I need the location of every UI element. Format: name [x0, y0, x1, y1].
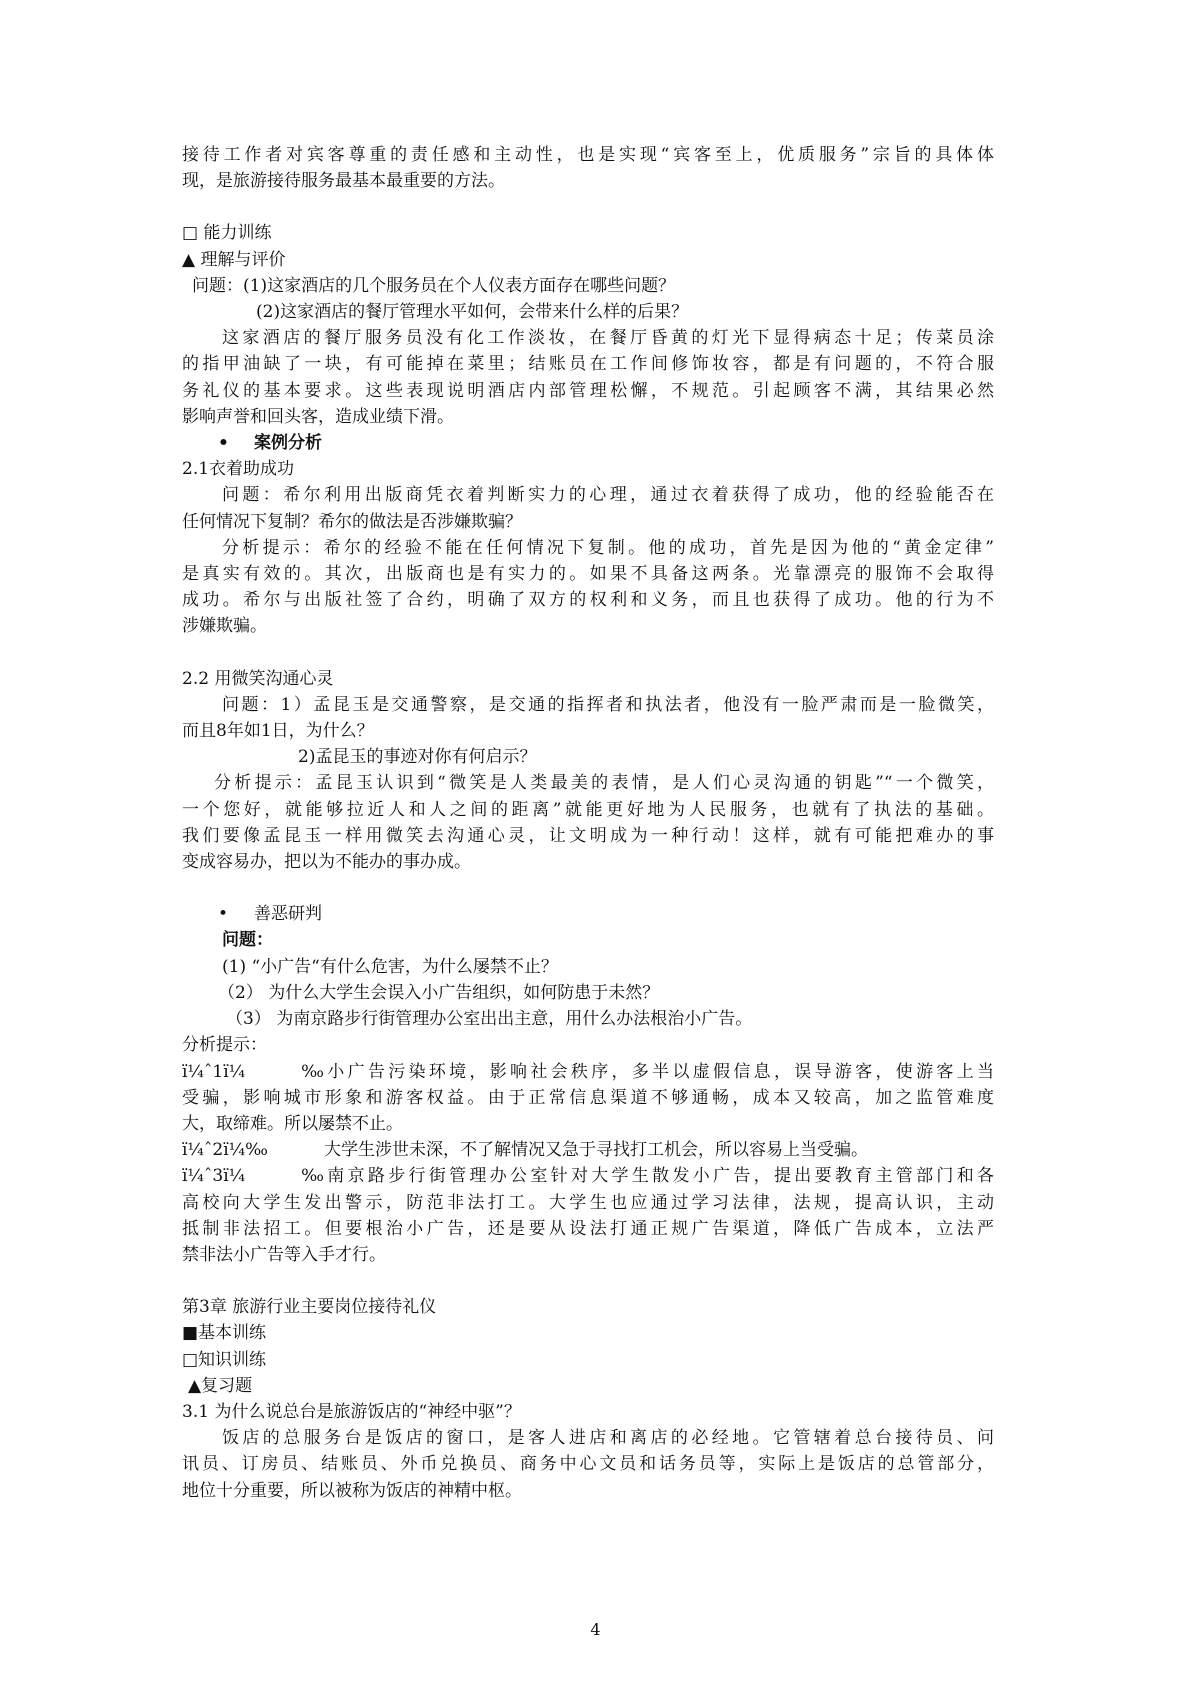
- text-line: 是真实有效的。其次，出版商也是有实力的。如果不具备这两条。光靠漂亮的服饰不会取得: [182, 564, 994, 585]
- text-line: 分析提示：孟昆玉认识到“微笑是人类最美的表情，是人们心灵沟通的钥匙”“一个微笑，: [214, 773, 994, 794]
- text-line: ï¼ˆ2ï¼‰ 大学生涉世未深，不了解情况又急于寻找打工机会，所以容易上当受骗。: [182, 1137, 994, 1163]
- document-body: [182, 142, 994, 1504]
- analysis-heading: 分析提示：: [182, 1035, 267, 1056]
- question-line: （2） 为什么大学生会误入小广告组织，如何防患于未然？: [218, 982, 660, 1003]
- question-line: 问题：(1)这家酒店的几个服务员在个人仪表方面存在哪些问题？: [192, 275, 676, 296]
- section-heading-ability-training: □ 能力训练: [182, 223, 272, 244]
- text-line: 受骗，影响城市形象和游客权益。由于正常信息渠道不够通畅，成本又较高，加之监管难度: [182, 1087, 994, 1108]
- text-line: 大，取缔难。所以屡禁不止。: [182, 1113, 403, 1134]
- question-line: (1) “小广告“有什么危害，为什么屡禁不止？: [222, 956, 558, 977]
- chapter-heading: 第3章 旅游行业主要岗位接待礼仪: [182, 1297, 437, 1318]
- text-line: 变成容易办，把以为不能办的事办成。: [182, 852, 471, 873]
- text-line: 分析提示：希尔的经验不能在任何情况下复制。他的成功，首先是因为他的“黄金定律”: [222, 537, 994, 558]
- section-heading-review: ▲复习题: [188, 1375, 253, 1396]
- text-line: 禁非法小广告等入手才行。: [182, 1244, 386, 1265]
- question-heading: 问题：: [222, 930, 273, 951]
- bullet-icon: •: [218, 904, 229, 925]
- text-line: 现，是旅游接待服务最基本最重要的方法。: [182, 171, 505, 192]
- text-line: 问题：希尔利用出版商凭衣着判断实力的心理，通过衣着获得了成功，他的经验能否在: [222, 485, 994, 506]
- heading-text: 善恶研判: [254, 904, 322, 925]
- text-line: 抵制非法招工。但要根治小广告，还是要从设法打通正规广告渠道，降低广告成本，立法严: [182, 1218, 994, 1239]
- text-line: 地位十分重要，所以被称为饭店的神精中枢。: [182, 1480, 522, 1501]
- text-line: 的指甲油缺了一块，有可能掉在菜里；结账员在工作间修饰妆容，都是有问题的，不符合服: [182, 354, 994, 375]
- subsection-heading: 2.2 用微笑沟通心灵: [182, 668, 334, 689]
- section-heading-basic-training: ■基本训练: [182, 1323, 267, 1344]
- garbled-marker: ï¼ˆ2ï¼‰: [182, 1140, 268, 1161]
- section-heading-understanding: ▲ 理解与评价: [182, 249, 286, 270]
- text-line: 问题：1）孟昆玉是交通警察，是交通的指挥者和执法者，他没有一脸严肃而是一脸微笑，: [222, 694, 994, 715]
- section-heading-case-analysis: [182, 430, 994, 456]
- page-number: 4: [590, 1620, 601, 1639]
- text-line: 而且8年如1日，为什么？: [182, 721, 374, 742]
- text-line: 我们要像孟昆玉一样用微笑去沟通心灵，让文明成为一种行动！这样，就有可能把难办的事: [182, 825, 994, 846]
- text-line: 影响声誉和回头客，造成业绩下滑。: [182, 406, 454, 427]
- text-line: 涉嫌欺骗。: [182, 616, 267, 637]
- text-line: 讯员、订房员、结账员、外币兑换员、商务中心文员和话务员等，实际上是饭店的总管部分，: [182, 1454, 994, 1475]
- text-line: 饭店的总服务台是饭店的窗口，是客人进店和离店的必经地。它管辖着总台接待员、问: [222, 1428, 994, 1449]
- question-line: (2)这家酒店的餐厅管理水平如何，会带来什么样的后果？: [256, 302, 689, 323]
- question-line: 3.1 为什么说总台是旅游饭店的“神经中驱”？: [182, 1401, 521, 1422]
- question-line: （3） 为南京路步行街管理办公室出出主意，用什么办法根治小广告。: [226, 1009, 753, 1030]
- text-line: 成功。希尔与出版社签了合约，明确了双方的权利和义务，而且也获得了成功。他的行为不: [182, 590, 994, 611]
- text-line: ï¼ˆ1ï¼‰小广告污染环境，影响社会秩序，多半以虚假信息，误导游客，使游客上当: [182, 1059, 994, 1085]
- text-line: 这家酒店的餐厅服务员没有化工作淡妆，在餐厅昏黄的灯光下显得病态十足；传菜员涂: [222, 328, 994, 349]
- heading-text: 案例分析: [254, 433, 322, 454]
- text-line: 高校向大学生发出警示，防范非法打工。大学生也应通过学习法律，法规，提高认识，主动: [182, 1192, 994, 1213]
- subsection-heading: 2.1衣着助成功: [182, 459, 295, 480]
- text-line: 一个您好，就能够拉近人和人之间的距离”就能更好地为人民服务，也就有了执法的基础。: [182, 799, 994, 820]
- section-heading-knowledge-training: □知识训练: [182, 1349, 267, 1370]
- garbled-marker: ï¼ˆ3ï¼‰: [182, 1166, 324, 1187]
- question-line: 2)孟昆玉的事迹对你有何启示？: [298, 747, 537, 768]
- section-heading-good-evil: [182, 901, 994, 927]
- text-line: 任何情况下复制？希尔的做法是否涉嫌欺骗？: [182, 511, 522, 532]
- text-line: 接待工作者对宾客尊重的责任感和主动性，也是实现“宾客至上，优质服务”宗旨的具体体: [182, 145, 994, 165]
- text-line: ï¼ˆ3ï¼‰南京路步行街管理办公室针对大学生散发小广告，提出要教育主管部门和各: [182, 1163, 994, 1189]
- bullet-icon: •: [218, 433, 229, 454]
- text-line: 务礼仪的基本要求。这些表现说明酒店内部管理松懈，不规范。引起顾客不满，其结果必然: [182, 380, 994, 401]
- garbled-marker: ï¼ˆ1ï¼‰: [182, 1061, 324, 1082]
